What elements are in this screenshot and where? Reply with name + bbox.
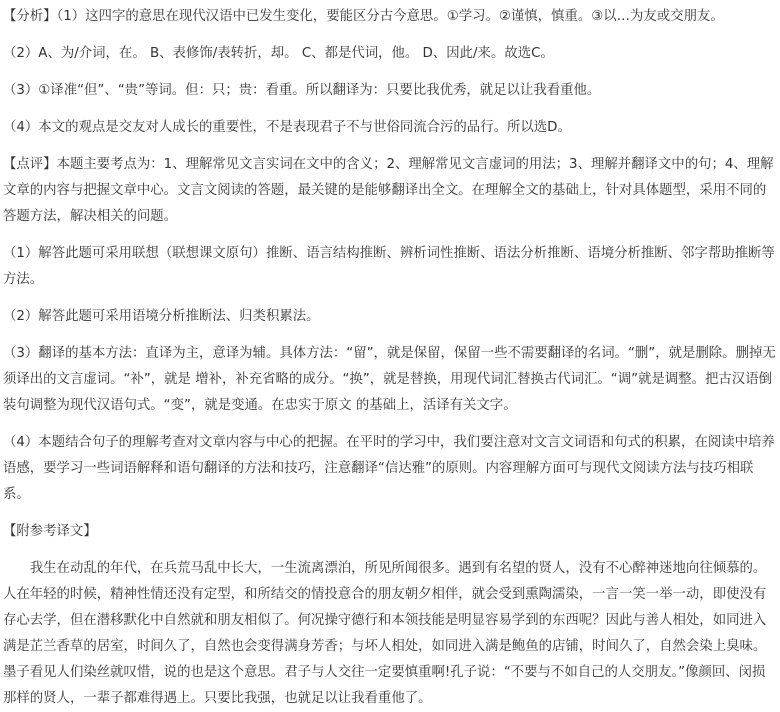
analysis-item-3: （3）①译准“但”、“贵”等词。但：只；贵：看重。所以翻译为：只要比我优秀，就足以让我看重他。 <box>3 83 601 98</box>
comment-item-1: （1）解答此题可采用联想（联想课文原句）推断、语言结构推断、辨析词性推断、语法分析推断、语境分析推断、邻字帮助推断等方法。 <box>3 246 775 287</box>
analysis-item-1 <box>3 4 776 30</box>
comment-item-4: （4）本题结合句子的理解考查对文章内容与中心的把握。在平时的学习中，我们要注意对文言文词语和句式的积累，在阅读中培养语感，要学习一些词语解释和语句翻译的方法和技巧，注意翻译“信达雅”的原则。内容理解方面可与现代文阅读方法与技巧相联系。 <box>3 435 775 502</box>
analysis-tag: 【分析】 <box>3 9 57 24</box>
comment-tag: 【点评】 <box>3 157 57 172</box>
comment-text: 本题主要考点为：1、理解常见文言实词在文中的含义；2、理解常见文言虚词的用法；3、理解并翻译文中的句；4、理解文章的内容与把握文章中心。文言文阅读的答题，最关键的是能够翻译出全文。在理解全文的基础上，针对具体题型，采用不同的答题方法，解决相关的问题。 <box>3 157 774 224</box>
analysis-item-2: （2）A、为/介词，在。 B、表修饰/表转折，却。 C、都是代词，他。 D、因此/来。故选C。 <box>3 46 554 61</box>
comment-paragraph <box>3 152 776 230</box>
comment-item-3: （3）翻译的基本方法：直译为主，意译为辅。具体方法：“留”，就是保留，保留一些不需要翻译的名词。“删”，就是删除。删掉无须译出的文言虚词。“补”，就是 增补，补充省略的成分。“换”，就是替换，用现代词汇替换古代词汇。“调”就是调整。把古汉语倒装句调整为现代汉语句式。“变”，就是变通。在忠实于原文 的基础上，活译有关文字。 <box>3 346 776 413</box>
comment-item-2: （2）解答此题可采用语境分析推断法、归类积累法。 <box>3 309 320 324</box>
translation-text: 我生在动乱的年代，在兵荒马乱中长大，一生流离漂泊，所见所闻很多。遇到有名望的贤人，没有不心醉神迷地向往倾慕的。人在年轻的时候，精神性情还没有定型，和所结交的情投意合的朋友朝夕相伴，就会受到熏陶濡染，一言一笑一举一动，即使没有存心去学，但在潜移默化中自然就和朋友相似了。何况操守德行和本领技能是明显容易学到的东西呢？因此与善人相处，如同进入满是芷兰香草的居室，时间久了，自然也会变得满身芳香；与坏人相处，如同进入满是鲍鱼的店铺，时间久了，自然会染上臭味。墨子看见人们染丝就叹惜，说的也是这个意思。君子与人交往一定要慎重啊!孔子说：“不要与不如自己的人交朋友。”像颜回、闵损那样的贤人，一辈子都难得遇上。只要比我强，也就足以让我看重他了。 <box>3 561 767 706</box>
analysis-item-4: （4）本文的观点是交友对人成长的重要性，不是表现君子不与世俗同流合污的品行。所以选D。 <box>3 120 571 135</box>
analysis-item-1-text: （1）这四字的意思在现代汉语中已发生变化，要能区分古今意思。①学习。②谨慎，慎重。③以…为友或交朋友。 <box>56 9 724 24</box>
translation-heading: 【附参考译文】 <box>3 524 97 539</box>
